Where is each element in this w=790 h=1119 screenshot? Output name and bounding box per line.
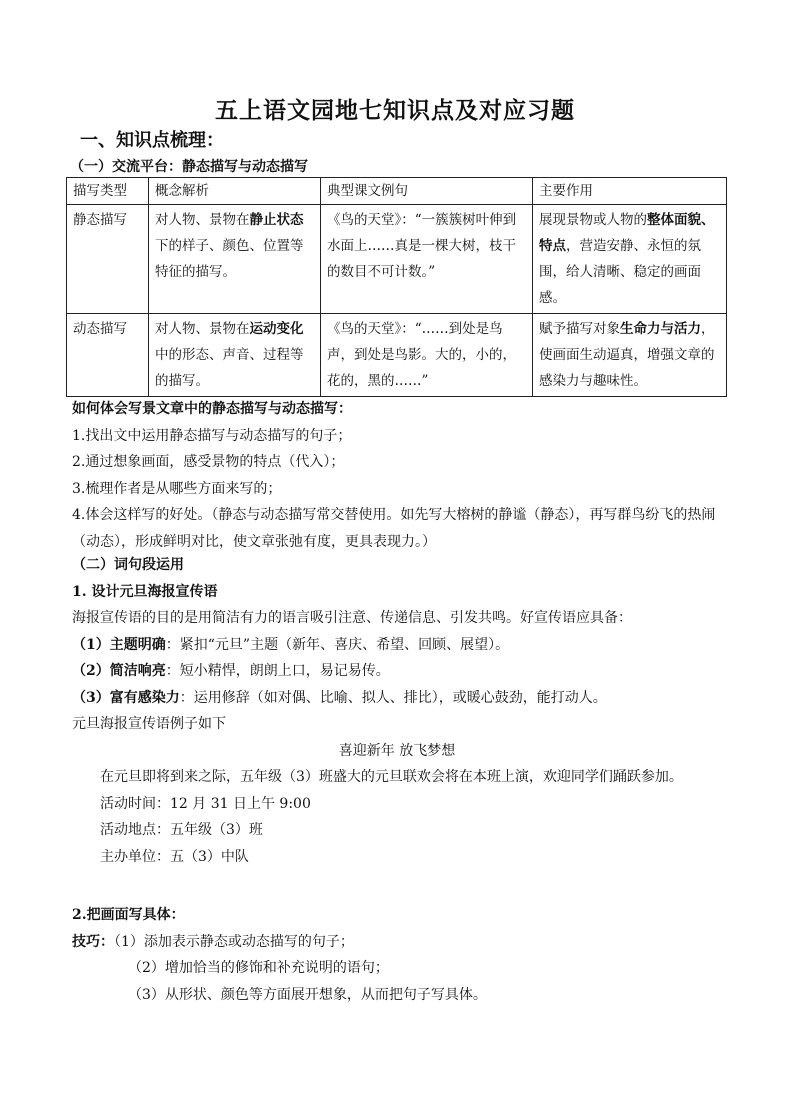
section-heading-1: 一、知识点梳理： [80, 130, 224, 151]
tip-line: （3）从形状、颜色等方面展开想象，从而把句子写具体。 [128, 986, 487, 1003]
subsection-heading-1: （一）交流平台：静态描写与动态描写 [70, 159, 308, 175]
table-row [67, 314, 727, 397]
effect-cell [533, 205, 727, 314]
effect-keyword: 整体面貌、特点 [539, 212, 715, 254]
tip-line: （2）增加恰当的修饰和补充说明的语句； [128, 960, 389, 976]
write-section [72, 902, 722, 1008]
effect-keyword: 生命力与活力 [620, 321, 701, 337]
type-cell: 静态描写 [67, 205, 149, 314]
method-step: 2.通过想象画面，感受景物的特点（代入）； [72, 454, 345, 470]
tip-text: （1）添加表示静态或动态描写的句子； [114, 933, 354, 950]
poster-place: 活动地点：五年级（3）班 [100, 822, 263, 838]
effect-text: ，营造安静、永恒的氛围，给人清晰、稳定的画面感。 [539, 238, 701, 306]
poster-time: 活动时间：12 月 31 日上午 9:00 [100, 795, 311, 812]
example-cell: 《鸟的天堂》：“一簇簇树叶伸到水面上……真是一棵大树，枝干的数目不可计数。” [321, 205, 533, 314]
effect-text: ，使画面生动逼真，增强文章的感染力与趣味性。 [539, 321, 715, 389]
table-row [67, 205, 727, 314]
usage-point [72, 685, 722, 712]
concept-keyword: 静止状态 [249, 212, 304, 228]
usage-section [72, 552, 722, 870]
method-step: 3.梳理作者是从哪些方面来写的； [72, 480, 282, 497]
point-text: ：紧扣“元旦”主题（新年、喜庆、希望、回顾、展望）。 [165, 636, 510, 653]
tip-line [72, 929, 722, 956]
effect-cell [533, 314, 727, 397]
table-header-cell: 概念解析 [149, 178, 321, 205]
example-intro: 元旦海报宣传语例子如下 [72, 716, 226, 732]
method-step: 1.找出文中运用静态描写与动态描写的句子； [72, 427, 352, 444]
effect-text: 赋予描写对象 [539, 321, 620, 337]
poster-body: 在元旦即将到来之际，五年级（3）班盛大的元旦联欢会将在本班上演，欢迎同学们踊跃参加。 [100, 769, 683, 785]
concept-text: 下的样子、颜色、位置等特征的描写。 [155, 238, 304, 280]
tip-label: 技巧： [72, 933, 114, 950]
table-header-cell: 典型课文例句 [321, 178, 533, 205]
write-heading: 2.把画面写具体： [72, 907, 185, 923]
usage-point [72, 658, 722, 685]
concept-text: 对人物、景物在 [155, 321, 250, 337]
poster-slogan: 喜迎新年 放飞梦想 [338, 742, 456, 759]
table-header-row [67, 178, 727, 205]
knowledge-table [66, 177, 727, 397]
method-section [72, 396, 722, 555]
table-header-cell: 描写类型 [67, 178, 149, 205]
point-label: （3）富有感染力 [72, 689, 180, 706]
type-cell: 动态描写 [67, 314, 149, 397]
usage-intro: 海报宣传语的目的是用简洁有力的语言吸引注意、传递信息、引发共鸣。好宣传语应具备： [72, 610, 632, 626]
concept-cell [149, 314, 321, 397]
point-text: ：运用修辞（如对偶、比喻、拟人、排比），或暖心鼓劲，能打动人。 [179, 689, 607, 706]
usage-heading: （二）词句段运用 [72, 557, 184, 573]
concept-keyword: 运动变化 [249, 321, 304, 337]
concept-cell [149, 205, 321, 314]
point-label: （1）主题明确 [72, 636, 166, 653]
table-header-cell: 主要作用 [533, 178, 727, 205]
usage-point [72, 632, 722, 659]
effect-text: 展现景物或人物的 [539, 212, 647, 228]
concept-text: 对人物、景物在 [155, 212, 250, 228]
method-heading: 如何体会写景文章中的静态描写与动态描写： [72, 401, 352, 417]
poster-host: 主办单位：五（3）中队 [100, 848, 249, 865]
usage-item-heading: 1. 设计元旦海报宣传语 [72, 583, 218, 600]
point-label: （2）简洁响亮 [72, 663, 166, 679]
method-step: 4.体会这样写的好处。（静态与动态描写常交替使用。如先写大榕树的静谧（静态），再写群鸟纷飞的热闹（动态），形成鲜明对比，使文章张弛有度，更具表现力。） [72, 507, 716, 550]
point-text: ：短小精悍，朗朗上口，易记易传。 [165, 663, 390, 679]
page-title: 五上语文园地七知识点及对应习题 [215, 97, 575, 124]
example-cell: 《鸟的天堂》：“……到处是鸟声，到处是鸟影。大的，小的，花的，黑的……” [321, 314, 533, 397]
concept-text: 中的形态、声音、过程等的描写。 [155, 347, 304, 389]
